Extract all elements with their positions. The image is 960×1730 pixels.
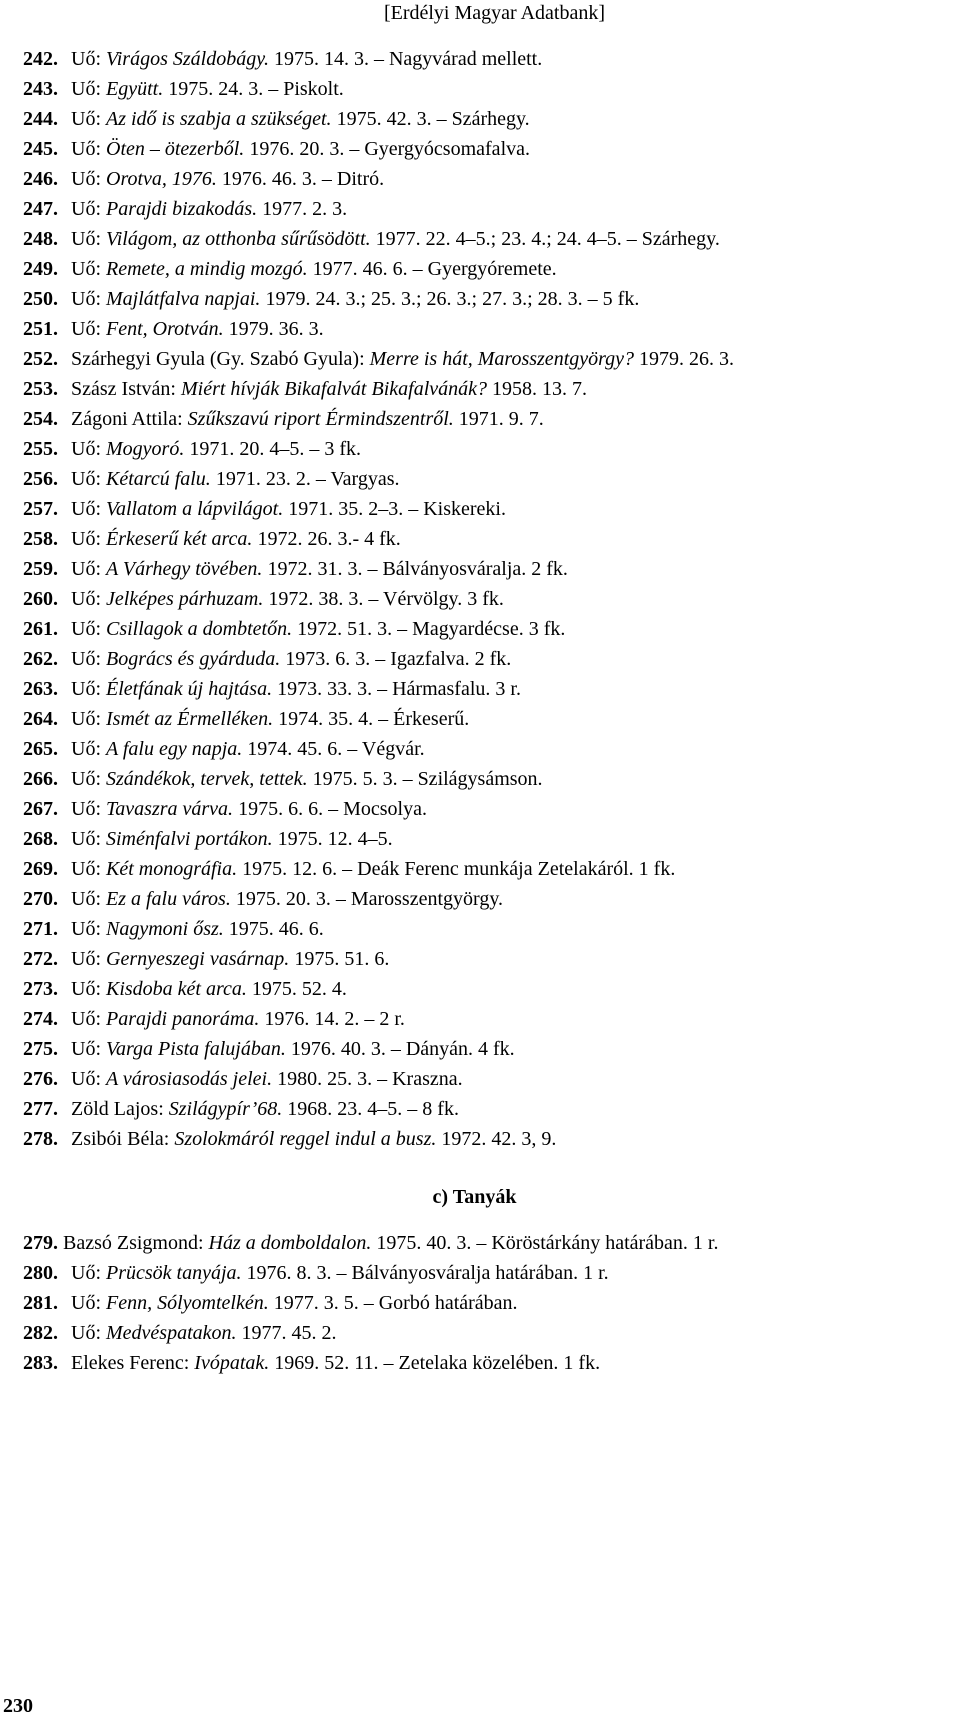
bibliography-entry [23,644,926,674]
entry-title: Kisdoba két arca. [106,978,247,1000]
entry-author: Uő: [71,1322,106,1344]
section-title: c) Tanyák [432,1186,517,1208]
entry-number: 272. [23,948,58,970]
entry-number: 249. [23,258,58,280]
entry-author: Uő: [71,558,106,580]
entry-details: 1975. 12. 6. – Deák Ferenc munkája Zetelakáról. 1 fk. [237,858,676,880]
entry-details: 1971. 9. 7. [453,408,544,430]
bibliography-entry [23,1094,926,1124]
bibliography-entry [23,404,926,434]
entry-author: Uő: [71,648,106,670]
entry-number: 259. [23,558,58,580]
entry-number: 261. [23,618,58,640]
bibliography-entry [23,854,926,884]
entry-number: 265. [23,738,58,760]
entry-title: Mogyoró. [106,438,185,460]
bibliography-entry [23,134,926,164]
entry-number: 264. [23,708,58,730]
entry-title: Ház a domboldalon. [208,1232,372,1254]
entry-details: 1977. 46. 6. – Gyergyóremete. [307,258,557,280]
entry-author: Uő: [71,318,106,340]
entry-number: 282. [23,1322,58,1344]
entry-number: 248. [23,228,58,250]
entry-author: Elekes Ferenc: [71,1352,195,1374]
entry-number: 281. [23,1292,58,1314]
entry-title: Két monográfia. [106,858,238,880]
entry-author: Uő: [71,78,106,100]
entry-author: Uő: [71,1068,106,1090]
entry-author: Szárhegyi Gyula (Gy. Szabó Gyula): [71,348,370,370]
bibliography-entry [23,704,926,734]
bibliography-entry [23,1258,926,1288]
entry-details: 1979. 24. 3.; 25. 3.; 26. 3.; 27. 3.; 28. 3. – 5 fk. [260,288,640,310]
bibliography-entry [23,794,926,824]
entry-title: Gernyeszegi vasárnap. [106,948,290,970]
bibliography-entry [23,974,926,1004]
entry-title: Majlátfalva napjai. [106,288,261,310]
bibliography-entry [23,884,926,914]
bibliography-entry [23,824,926,854]
bibliography-entry [23,224,926,254]
entry-title: Varga Pista falujában. [106,1038,286,1060]
entry-details: 1972. 26. 3.- 4 fk. [252,528,401,550]
bibliography-entry [23,314,926,344]
entry-details: 1976. 46. 3. – Ditró. [216,168,385,190]
bibliography-entry [23,944,926,974]
entry-number: 260. [23,588,58,610]
entry-number: 257. [23,498,58,520]
entry-number: 270. [23,888,58,910]
entry-author: Uő: [71,138,106,160]
bibliography-entry [23,44,926,74]
entry-details: 1977. 3. 5. – Gorbó határában. [268,1292,518,1314]
entry-number: 278. [23,1128,58,1150]
entry-details: 1971. 20. 4–5. – 3 fk. [184,438,361,460]
entry-list-tanyak [23,1228,926,1378]
bibliography-entry [23,614,926,644]
entry-number: 271. [23,918,58,940]
entry-author: Uő: [71,108,106,130]
entry-title: Bogrács és gyárduda. [106,648,281,670]
bibliography-entry [23,434,926,464]
entry-details: 1975. 6. 6. – Mocsolya. [233,798,427,820]
entry-author: Uő: [71,288,106,310]
entry-author: Uő: [71,1292,106,1314]
entry-title: Szolokmáról reggel indul a busz. [174,1128,437,1150]
entry-details: 1972. 31. 3. – Bálványosváralja. 2 fk. [262,558,568,580]
entry-author: Uő: [71,1262,106,1284]
bibliography-entry [23,254,926,284]
entry-author: Uő: [71,708,106,730]
bibliography-entry [23,1288,926,1318]
entry-details: 1975. 20. 3. – Marosszentgyörgy. [230,888,504,910]
entry-number: 273. [23,978,58,1000]
bibliography-entry [23,494,926,524]
entry-title: Medvéspatakon. [106,1322,237,1344]
entry-title: Fent, Orotván. [106,318,224,340]
entry-title: Siménfalvi portákon. [106,828,273,850]
entry-details: 1976. 14. 2. – 2 r. [259,1008,405,1030]
entry-author: Uő: [71,48,106,70]
entry-number: 255. [23,438,58,460]
entry-details: 1971. 23. 2. – Vargyas. [210,468,400,490]
entry-title: Prücsök tanyája. [106,1262,242,1284]
entry-author: Uő: [71,948,106,970]
entry-author: Uő: [71,468,106,490]
entry-title: Szándékok, tervek, tettek. [106,768,308,790]
entry-author: Uő: [71,828,106,850]
entry-number: 247. [23,198,58,220]
bibliography-entry [23,374,926,404]
entry-number: 269. [23,858,58,880]
entry-author: Uő: [71,498,106,520]
bibliography-entry [23,524,926,554]
entry-details: 1975. 52. 4. [246,978,347,1000]
entry-details: 1975. 12. 4–5. [272,828,393,850]
entry-details: 1977. 2. 3. [257,198,348,220]
entry-number: 277. [23,1098,58,1120]
entry-author: Uő: [71,978,106,1000]
entry-title: Kétarcú falu. [106,468,211,490]
bibliography-entry [23,914,926,944]
entry-author: Bazsó Zsigmond: [63,1232,209,1254]
entry-title: Nagymoni ősz. [106,918,224,940]
bibliography-entry [23,164,926,194]
entry-author: Uő: [71,918,106,940]
entry-details: 1972. 38. 3. – Vérvölgy. 3 fk. [263,588,504,610]
entry-author: Uő: [71,438,106,460]
entry-details: 1975. 24. 3. – Piskolt. [163,78,344,100]
entry-details: 1973. 33. 3. – Hármasfalu. 3 r. [272,678,521,700]
entry-number: 252. [23,348,58,370]
entry-author: Uő: [71,618,106,640]
entry-author: Uő: [71,678,106,700]
bibliography-entry [23,284,926,314]
bibliography-entry [23,1004,926,1034]
entry-number: 258. [23,528,58,550]
entry-title: A falu egy napja. [106,738,243,760]
bibliography-entry [23,764,926,794]
entry-number: 280. [23,1262,58,1284]
entry-details: 1977. 22. 4–5.; 23. 4.; 24. 4–5. – Szárhegy. [370,228,720,250]
entry-title: Ivópatak. [194,1352,270,1374]
entry-details: 1975. 5. 3. – Szilágysámson. [307,768,543,790]
entry-number: 251. [23,318,58,340]
entry-author: Uő: [71,738,106,760]
entry-title: Parajdi panoráma. [106,1008,260,1030]
entry-title: Öten – ötezerből. [106,138,245,160]
bibliography [23,44,926,1378]
entry-author: Uő: [71,198,106,220]
entry-details: 1968. 23. 4–5. – 8 fk. [282,1098,459,1120]
bibliography-entry [23,1124,926,1154]
entry-number: 267. [23,798,58,820]
entry-author: Uő: [71,528,106,550]
bibliography-entry [23,1034,926,1064]
entry-author: Zágoni Attila: [71,408,188,430]
entry-title: Merre is hát, Marosszentgyörgy? [369,348,635,370]
bibliography-entry [23,104,926,134]
entry-details: 1979. 26. 3. [634,348,735,370]
entry-author: Zöld Lajos: [71,1098,169,1120]
entry-details: 1974. 35. 4. – Érkeserű. [273,708,470,730]
entry-details: 1975. 40. 3. – Köröstárkány határában. 1 r. [371,1232,719,1254]
entry-title: Ez a falu város. [106,888,231,910]
entry-title: Parajdi bizakodás. [106,198,258,220]
entry-details: 1972. 51. 3. – Magyardécse. 3 fk. [292,618,566,640]
entry-details: 1975. 46. 6. [223,918,324,940]
entry-author: Uő: [71,798,106,820]
bibliography-entry [23,344,926,374]
entry-details: 1975. 14. 3. – Nagyvárad mellett. [268,48,543,70]
entry-number: 266. [23,768,58,790]
entry-title: Életfának új hajtása. [106,678,273,700]
entry-title: Ismét az Érmelléken. [106,708,274,730]
entry-title: Orotva, 1976. [106,168,217,190]
bibliography-entry [23,674,926,704]
bibliography-entry [23,1318,926,1348]
entry-title: Tavaszra várva. [106,798,234,820]
entry-author: Uő: [71,588,106,610]
entry-title: A Várhegy tövében. [106,558,263,580]
entry-author: Uő: [71,768,106,790]
entry-title: Remete, a mindig mozgó. [106,258,308,280]
bibliography-entry [23,734,926,764]
bibliography-entry [23,554,926,584]
bibliography-entry [23,1064,926,1094]
entry-number: 250. [23,288,58,310]
entry-number: 245. [23,138,58,160]
entry-list [23,44,926,1154]
entry-title: Együtt. [106,78,164,100]
entry-details: 1958. 13. 7. [487,378,587,400]
entry-details: 1972. 42. 3, 9. [436,1128,557,1150]
entry-number: 276. [23,1068,58,1090]
entry-author: Uő: [71,168,106,190]
entry-number: 275. [23,1038,58,1060]
entry-number: 256. [23,468,58,490]
entry-details: 1976. 8. 3. – Bálványosváralja határában. 1 r. [241,1262,609,1284]
entry-title: Világom, az otthonba sűrűsödött. [106,228,371,250]
entry-details: 1976. 20. 3. – Gyergyócsomafalva. [244,138,530,160]
entry-number: 268. [23,828,58,850]
entry-author: Zsibói Béla: [71,1128,175,1150]
entry-details: 1979. 36. 3. [223,318,324,340]
entry-number: 279. [23,1232,58,1254]
entry-author: Uő: [71,1038,106,1060]
entry-number: 274. [23,1008,58,1030]
entry-details: 1969. 52. 11. – Zetelaka közelében. 1 fk. [269,1352,601,1374]
entry-details: 1975. 42. 3. – Szárhegy. [331,108,530,130]
entry-author: Szász István: [71,378,181,400]
bibliography-entry [23,74,926,104]
entry-title: Csillagok a dombtetőn. [106,618,293,640]
entry-title: Jelképes párhuzam. [106,588,264,610]
bibliography-entry [23,1348,926,1378]
entry-title: Szűkszavú riport Érmindszentről. [187,408,454,430]
entry-number: 263. [23,678,58,700]
entry-details: 1971. 35. 2–3. – Kiskereki. [283,498,506,520]
bibliography-entry [23,1228,926,1258]
entry-title: Az idő is szabja a szükséget. [106,108,332,130]
page-number: 230 [3,1695,33,1717]
bibliography-entry [23,194,926,224]
entry-author: Uő: [71,858,106,880]
entry-details: 1975. 51. 6. [289,948,390,970]
entry-author: Uő: [71,1008,106,1030]
entry-number: 246. [23,168,58,190]
entry-number: 262. [23,648,58,670]
entry-title: Fenn, Sólyomtelkén. [106,1292,269,1314]
entry-details: 1973. 6. 3. – Igazfalva. 2 fk. [280,648,512,670]
entry-author: Uő: [71,888,106,910]
bibliography-entry [23,464,926,494]
entry-title: Virágos Száldobágy. [106,48,269,70]
entry-author: Uő: [71,258,106,280]
entry-details: 1977. 45. 2. [236,1322,337,1344]
entry-title: Érkeserű két arca. [106,528,253,550]
entry-details: 1976. 40. 3. – Dányán. 4 fk. [285,1038,515,1060]
entry-number: 243. [23,78,58,100]
bibliography-entry [23,584,926,614]
entry-number: 242. [23,48,58,70]
entry-details: 1974. 45. 6. – Végvár. [242,738,425,760]
page-header: [Erdélyi Magyar Adatbank] [383,2,605,24]
entry-number: 254. [23,408,58,430]
entry-details: 1980. 25. 3. – Kraszna. [272,1068,463,1090]
entry-title: A városiasodás jelei. [106,1068,273,1090]
entry-number: 244. [23,108,58,130]
entry-title: Vallatom a lápvilágot. [106,498,284,520]
entry-number: 253. [23,378,58,400]
entry-number: 283. [23,1352,58,1374]
entry-author: Uő: [71,228,106,250]
entry-title: Miért hívják Bikafalvát Bikafalvánák? [180,378,487,400]
entry-title: Szilágypír’68. [168,1098,283,1120]
